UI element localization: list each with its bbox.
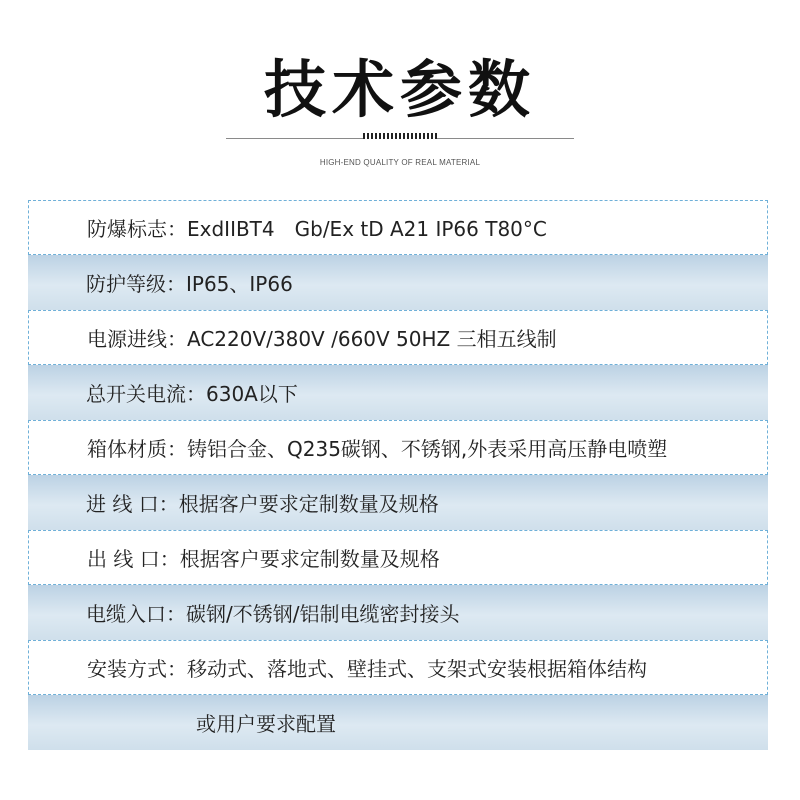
spec-row-inlet: 进 线 口：根据客户要求定制数量及规格	[28, 475, 768, 530]
spec-row-explosion-mark: 防爆标志：ExdIIBT4 Gb/Ex tD A21 IP66 T80°C	[28, 200, 768, 255]
spec-row-protection-level: 防护等级：IP65、IP66	[28, 255, 768, 310]
page-title: 技术参数	[263, 53, 536, 126]
spec-row-main-switch: 总开关电流：630A以下	[28, 365, 768, 420]
divider-ornament	[363, 133, 437, 139]
spec-row-enclosure-material: 箱体材质：铸铝合金、Q235碳钢、不锈钢,外表采用高压静电喷塑	[28, 420, 768, 475]
spec-row-installation: 安装方式：移动式、落地式、壁挂式、支架式安装根据箱体结构	[28, 640, 768, 695]
page-subtitle: HIGH-END QUALITY OF REAL MATERIAL	[319, 158, 481, 167]
spec-row-power-input: 电源进线：AC220V/380V /660V 50HZ 三相五线制	[28, 310, 768, 365]
spec-row-outlet: 出 线 口：根据客户要求定制数量及规格	[28, 530, 768, 585]
spec-table	[28, 200, 768, 750]
spec-row-installation-continued: 或用户要求配置	[28, 695, 768, 750]
spec-row-cable-entry: 电缆入口：碳钢/不锈钢/铝制电缆密封接头	[28, 585, 768, 640]
